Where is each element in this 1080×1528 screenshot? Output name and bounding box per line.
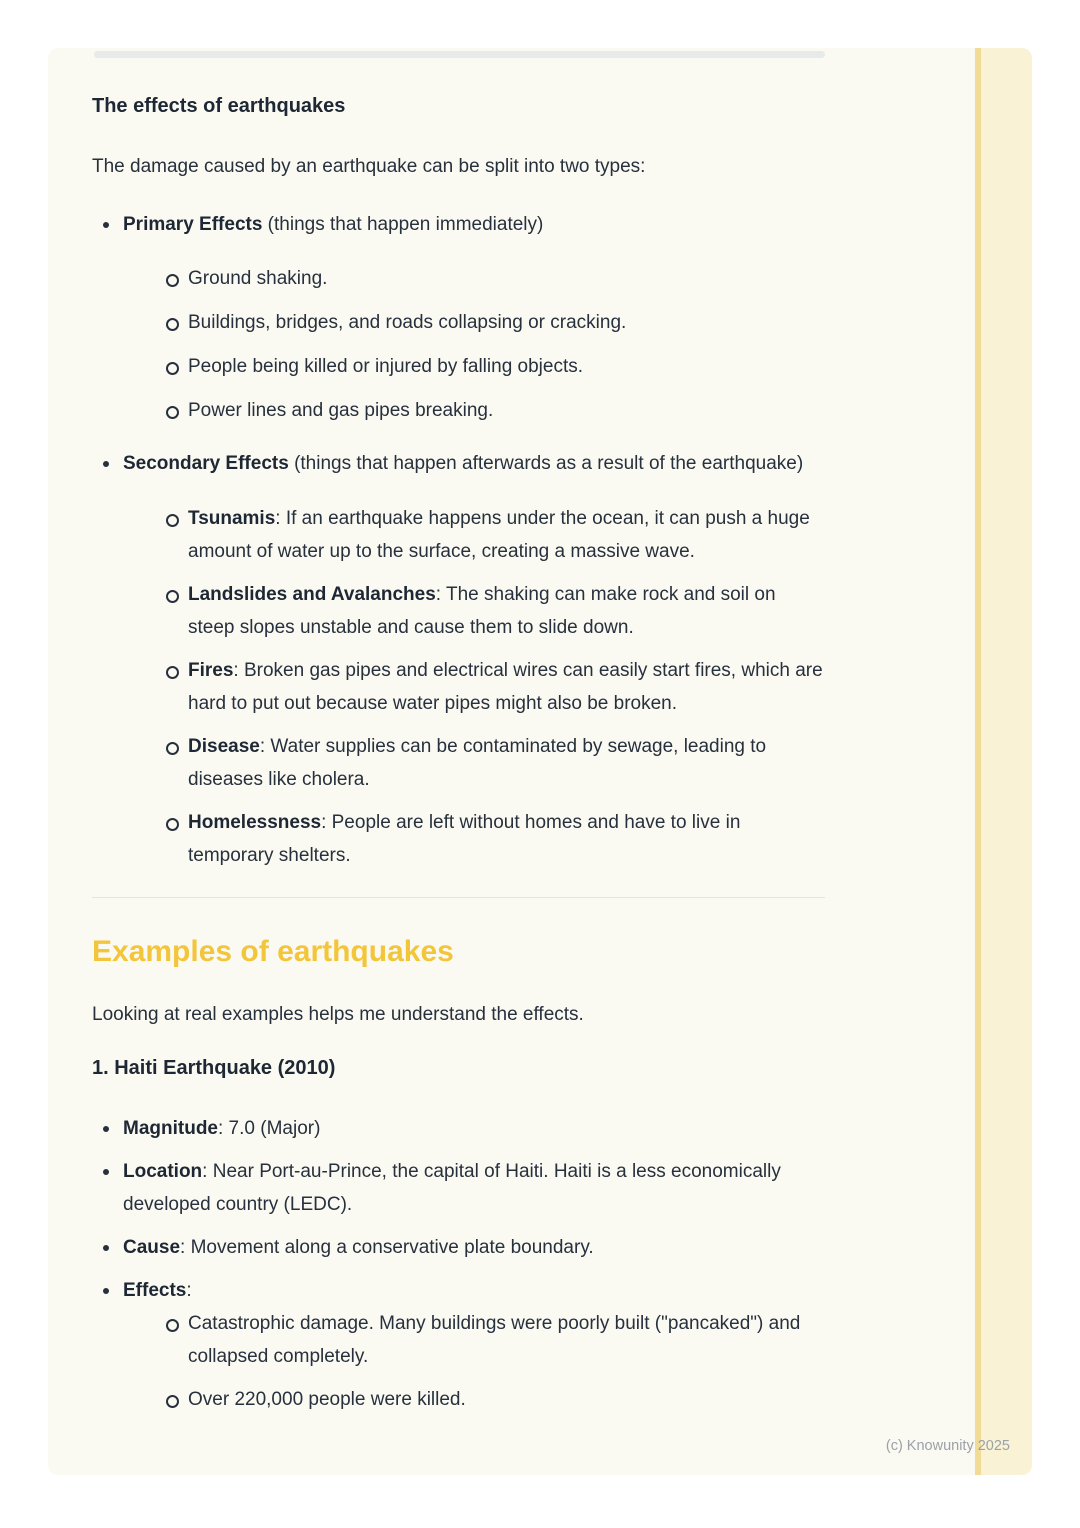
bold-term: Location	[123, 1161, 203, 1182]
bold-term: Landslides and Avalanches	[188, 584, 436, 605]
term-description: : Movement along a conservative plate boundary.	[180, 1237, 594, 1258]
examples-intro-paragraph: Looking at real examples helps me understand the effects.	[92, 1004, 584, 1025]
term-description: : 7.0 (Major)	[218, 1118, 321, 1139]
bold-term: Magnitude	[123, 1118, 218, 1139]
intro-paragraph: The damage caused by an earthquake can be split into two types:	[92, 156, 646, 177]
haiti-effects-sublist	[157, 1307, 825, 1416]
list-item	[157, 502, 825, 568]
document-content	[92, 48, 825, 1416]
list-item-primary-effects	[92, 208, 825, 427]
term-description: : If an earthquake happens under the ocean, it can push a huge amount of water up to the surface, creating a massive wave.	[188, 508, 810, 562]
list-item: People being killed or injured by falling objects.	[157, 350, 825, 383]
bold-term: Primary Effects	[123, 214, 263, 235]
list-item: Ground shaking.	[157, 262, 825, 295]
list-item-location	[92, 1155, 825, 1221]
list-item-magnitude	[92, 1112, 825, 1145]
term-suffix: (things that happen afterwards as a result of the earthquake)	[288, 453, 804, 474]
bold-term: Cause	[123, 1237, 181, 1258]
section-heading-effects: The effects of earthquakes	[92, 95, 346, 117]
section-divider	[92, 897, 825, 898]
list-item	[157, 806, 825, 872]
haiti-facts-list	[92, 1112, 825, 1416]
list-item: Buildings, bridges, and roads collapsing or cracking.	[157, 306, 825, 339]
list-item	[157, 578, 825, 644]
list-item	[157, 730, 825, 796]
bold-term: Disease	[188, 736, 260, 757]
bold-term: Tsunamis	[188, 508, 276, 529]
document-card	[48, 48, 1032, 1475]
term-description: :	[186, 1280, 192, 1301]
term-description: : People are left without homes and have to live in temporary shelters.	[188, 812, 741, 866]
bold-term: Secondary Effects	[123, 453, 289, 474]
term-description: : Near Port-au-Prince, the capital of Haiti. Haiti is a less economically developed country (LEDC).	[123, 1161, 781, 1215]
watermark: (c) Knowunity 2025	[885, 1438, 1010, 1454]
bold-term: Effects	[123, 1280, 187, 1301]
effects-type-list	[92, 208, 825, 872]
primary-effects-sublist	[157, 262, 825, 427]
bold-term: Homelessness	[188, 812, 322, 833]
term-description: : Water supplies can be contaminated by sewage, leading to diseases like cholera.	[188, 736, 767, 790]
example-title-haiti: 1. Haiti Earthquake (2010)	[92, 1057, 336, 1079]
list-item: Over 220,000 people were killed.	[157, 1383, 825, 1416]
list-item: Catastrophic damage. Many buildings were poorly built ("pancaked") and collapsed completely.	[157, 1307, 825, 1373]
term-suffix: (things that happen immediately)	[262, 214, 544, 235]
list-item	[157, 654, 825, 720]
section-heading-examples: Examples of earthquakes	[92, 935, 454, 968]
list-item: Power lines and gas pipes breaking.	[157, 394, 825, 427]
list-item-cause	[92, 1231, 825, 1264]
page-edge-stripe	[975, 48, 1032, 1475]
term-description: : Broken gas pipes and electrical wires can easily start fires, which are hard to put out because water pipes might also be broken.	[188, 660, 823, 714]
list-item-secondary-effects	[92, 447, 825, 872]
bold-term: Fires	[188, 660, 234, 681]
secondary-effects-sublist	[157, 502, 825, 872]
list-item-effects	[92, 1274, 825, 1416]
term-description: : The shaking can make rock and soil on steep slopes unstable and cause them to slide down.	[188, 584, 776, 638]
